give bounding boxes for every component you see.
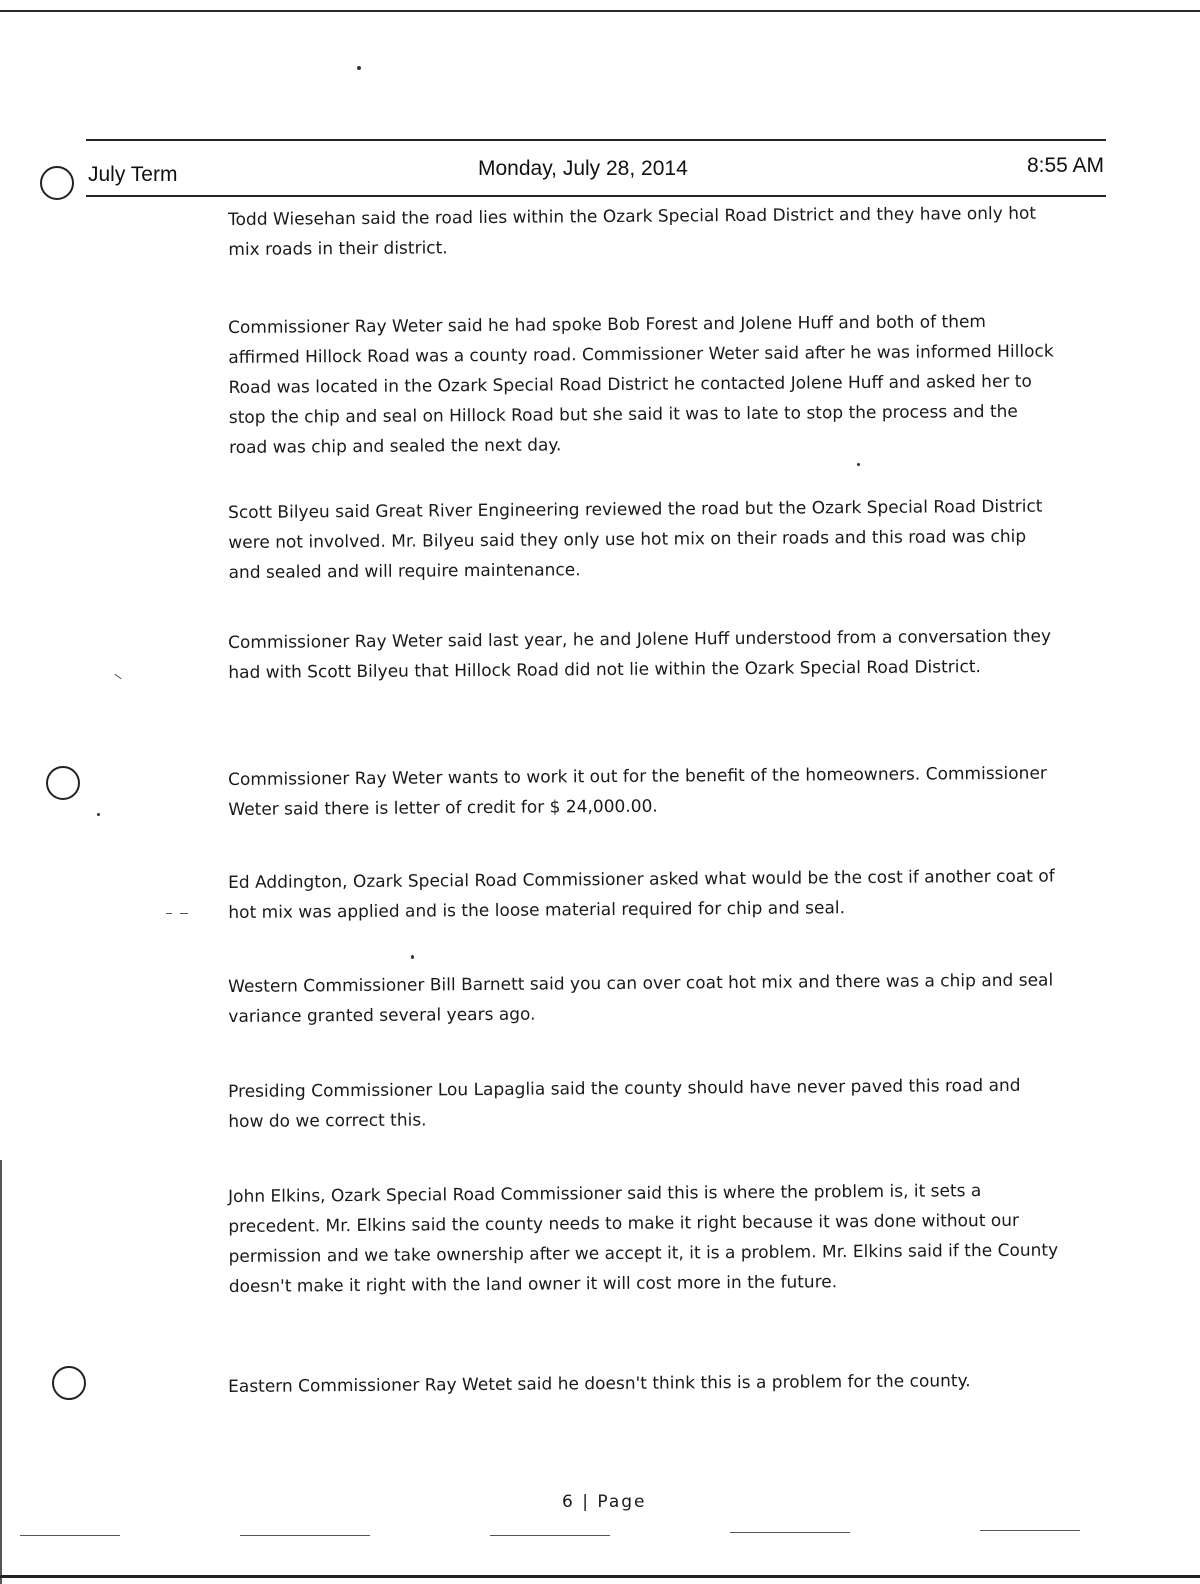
- paragraph: Ed Addington, Ozark Special Road Commissioner asked what would be the cost if another coat of hot mix was applied and is the loose material required for chip and seal.: [228, 866, 1055, 923]
- binder-hole-icon: [52, 1366, 86, 1400]
- scan-edge-left: [0, 1160, 2, 1584]
- scan-mark: [166, 913, 172, 914]
- scan-mark: [114, 674, 121, 679]
- binder-hole-icon: [40, 166, 74, 200]
- paragraph: John Elkins, Ozark Special Road Commissioner said this is where the problem is, it sets a precedent. Mr. Elkins said the county needs to make it right because it was done without our permission and we take ownership after we accept it, it is a problem. Mr. Elkins said if the County doesn't make it right with the land owner it will cost more in the future.: [228, 1181, 1059, 1297]
- scan-mark: [180, 913, 188, 914]
- footer-scan-dashes: [980, 1530, 1080, 1531]
- scan-speck: [97, 813, 100, 816]
- header-time: 8:55 AM: [1026, 154, 1104, 177]
- scan-edge-bottom: [0, 1575, 1200, 1578]
- scan-speck: [357, 66, 361, 70]
- header-date: Monday, July 28, 2014: [478, 157, 688, 180]
- scan-speck: [411, 955, 414, 959]
- paragraph: Western Commissioner Bill Barnett said you can over coat hot mix and there was a chip and seal variance granted several years ago.: [228, 970, 1054, 1027]
- footer-scan-dashes: [490, 1535, 610, 1536]
- page-number: 6 | Page: [562, 1492, 647, 1512]
- paragraph: Scott Bilyeu said Great River Engineering reviewed the road but the Ozark Special Road District were not involved. Mr. Bilyeu said they only use hot mix on their roads and this road was chip and sealed and will require maintenance.: [228, 496, 1043, 583]
- scan-speck: [857, 463, 860, 466]
- paragraph: Presiding Commissioner Lou Lapaglia said the county should have never paved this road and how do we correct this.: [228, 1075, 1021, 1132]
- paragraph: Commissioner Ray Weter said he had spoke Bob Forest and Jolene Huff and both of them affirmed Hillock Road was a county road. Commissioner Weter said after he was informed Hillock Road was located in the Ozark Special Road District he contacted Jolene Huff and asked her to stop the chip and seal on Hillock Road but she said it was to late to stop the process and the road was chip and sealed the next day.: [228, 312, 1054, 458]
- footer-scan-dashes: [240, 1535, 370, 1536]
- binder-hole-icon: [46, 766, 80, 800]
- header-term: July Term: [88, 163, 178, 186]
- paragraph: Commissioner Ray Weter said last year, he and Jolene Huff understood from a conversation they had with Scott Bilyeu that Hillock Road did not lie within the Ozark Special Road District.: [228, 626, 1052, 683]
- paragraph: Eastern Commissioner Ray Wetet said he doesn't think this is a problem for the county.: [228, 1371, 971, 1397]
- scan-edge-top: [0, 10, 1200, 12]
- paragraph: Commissioner Ray Weter wants to work it out for the benefit of the homeowners. Commissioner Weter said there is letter of credit for $ 24,000.00.: [228, 763, 1047, 820]
- footer-scan-dashes: [20, 1535, 120, 1536]
- header-rule-bottom: [86, 195, 1106, 197]
- paragraph: Todd Wiesehan said the road lies within the Ozark Special Road District and they have only hot mix roads in their district.: [228, 203, 1037, 260]
- header-rule-top: [86, 139, 1106, 141]
- footer-scan-dashes: [730, 1532, 850, 1533]
